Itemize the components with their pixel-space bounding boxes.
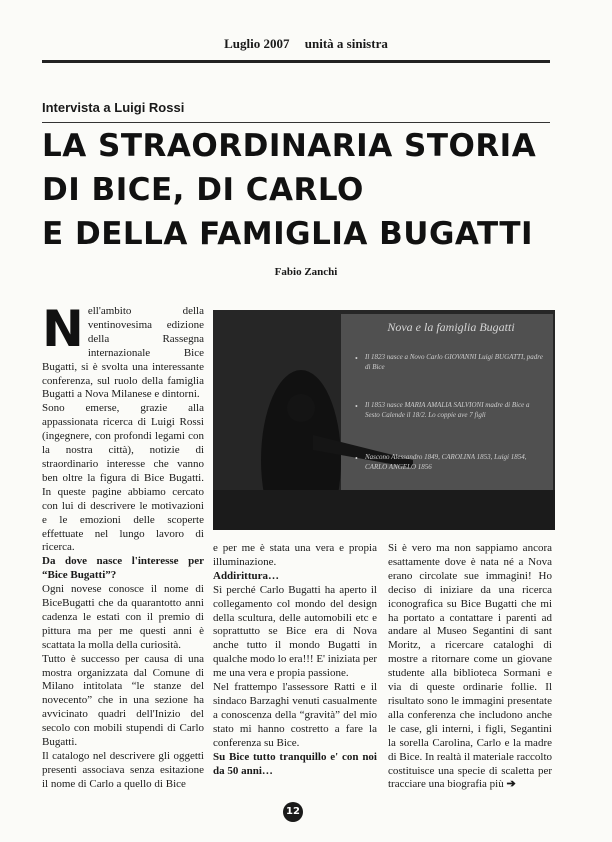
col1-paragraph-5: Il catalogo nel descrivere gli oggetti presenti associava senza esitazione il nome di Carlo a quello di Bice <box>42 750 204 790</box>
header-publication: unità a sinistra <box>304 36 388 51</box>
col2-paragraph-1: e per me è stata una vera e propia illuminazione. <box>213 542 377 568</box>
column-1 <box>42 300 204 792</box>
col1-paragraph-2: Sono emerse, grazie alla appassionata ricerca di Luigi Rossi (ingegnere, con profondi legami con la nostra città), notizie di straordinario interesse che vanno ben oltre la figura di Bice Bugatti. In queste pagine abbiamo cercato con lui di descrivere le motivazioni e le emozioni delle scoperte effettuate nel lungo lavoro di ricerca. <box>42 402 204 554</box>
conference-photo <box>213 310 555 530</box>
running-header <box>0 36 612 52</box>
slide-title: Nova e la famiglia Bugatti <box>387 320 515 334</box>
slide-item-3: Nascono Alessandro 1849, CAROLINA 1853, Luigi 1854, CARLO ANGELO 1856 <box>365 453 527 471</box>
slide-bullet: • <box>355 354 358 363</box>
slide-bullet: • <box>355 402 358 411</box>
header-rule <box>42 60 550 63</box>
col2-paragraph-2: Sì perché Carlo Bugatti ha aperto il collegamento col mondo del design della scultura, delle automobili etc e soprattutto se Bice era di Nova anche tutto il mondo Bugatti in qualche modo lo era!!! E' iniziata per me una vera e propia passione. <box>213 583 377 680</box>
col1-paragraph-1: ell'ambito della ventinovesima edizione della Rassegna internazionale Bice Bugatti, si è svolta una interessante conferenza, sul ruolo della famiglia Bugatti a Nova Milanese e dintorni. <box>42 305 204 401</box>
question-1: Da dove nasce l'interesse per “Bice Bugatti”? <box>42 555 204 582</box>
title-line-1: LA STRAORDINARIA STORIA <box>42 128 537 164</box>
byline: Fabio Zanchi <box>274 266 338 278</box>
continue-arrow-icon: ➔ <box>506 778 516 791</box>
kicker-rule <box>42 122 550 123</box>
column-2 <box>213 542 377 778</box>
drop-cap: N <box>42 300 84 358</box>
col1-paragraph-4: Tutto è successo per causa di una mostra organizzata dal Comune di Milano intitolata “le stanze del novecento” che in una sezione ha avvicinato quadri dell'Inizio del secolo con mobili stupendi di Carlo Bugatti. <box>42 652 204 749</box>
col1-paragraph-3: Ogni novese conosce il nome di BiceBugatti che da quarantotto anni cadenza le estati con il premio di pittura ma per me questi anni è scattata la molla della curiosità. <box>42 583 204 651</box>
col3-text: Si è vero ma non sappiamo ancora esattamente dove è nata né a Nova erano circolate sue immagini! Ho deciso di iniziare da una ricerca iconografica su Bice Bugatti che mi ha portato a contattare i parenti ad andare al Museo Segantini di sant Moritz, a ricercare cataloghi di mostre a ritornare come un giovane studente alla biblioteca Sormani e via di queste ordinarie follie. Il risultato sono le immagini presentate alla conferenza che includono anche le case, gli interni, i figli, Segantini la sorella Carolina, Carlo e la madre di Bice. In realtà il materiale raccolto costituisce una specie di scaletta per tracciare una biografia più <box>388 542 553 791</box>
col2-paragraph-3: Nel frattempo l'assessore Ratti e il sindaco Barzaghi venuti casualmente a conoscenza della “gravità” del mio stato mi hanno costretto a fare la conferenza su Bice. <box>213 681 377 749</box>
title-line-2: DI BICE, DI CARLO <box>42 172 364 208</box>
column-3 <box>388 542 552 792</box>
slide-item-2: Il 1853 nasce MARIA AMALIA SALVIONI madre di Bice a Sesto Calende il 18/2. Lo coppie ave 7 figli <box>365 401 530 419</box>
article-kicker: Intervista a Luigi Rossi <box>42 100 185 115</box>
slide-bullet: • <box>355 454 358 463</box>
question-3: Su Bice tutto tranquillo e' con noi da 50 anni… <box>213 750 377 777</box>
header-month: Luglio 2007 <box>224 36 290 51</box>
title-line-3: E DELLA FAMIGLIA BUGATTI <box>42 216 534 252</box>
slide-item-1: Il 1823 nasce a Novo Carlo GIOVANNI Luigi BUGATTI, padre di Bice <box>365 353 543 371</box>
col3-paragraph-1 <box>388 542 552 792</box>
page-number: 12 <box>283 802 303 822</box>
speaker-silhouette <box>213 310 555 530</box>
question-2: Addirittura… <box>213 569 279 582</box>
